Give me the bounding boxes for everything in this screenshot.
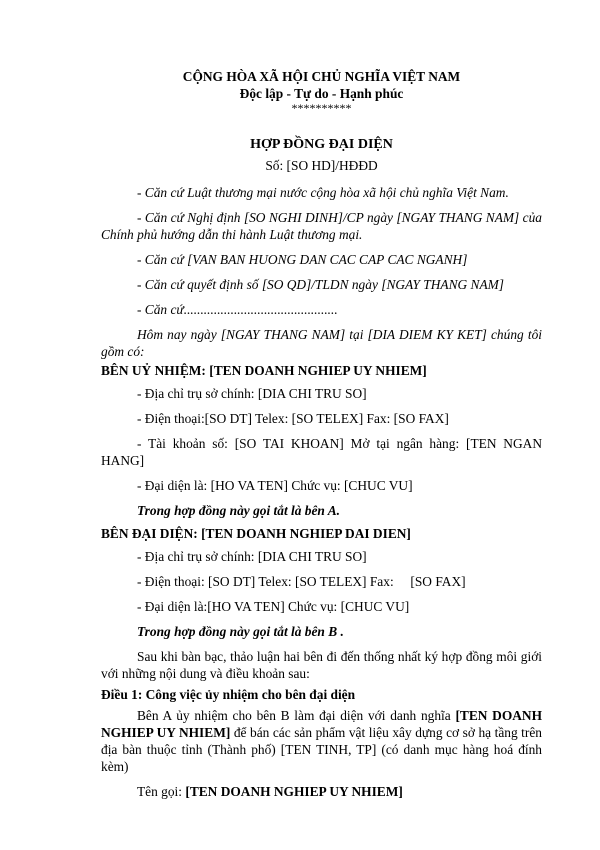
document-title-block [101,136,542,174]
party-b-heading: BÊN ĐẠI DIỆN: [TEN DOANH NGHIEP DAI DIEN] [101,526,411,541]
basis-decree: - Căn cứ Nghị định [SO NGHI DINH]/CP ngày [NGAY THANG NAM] của Chính phủ hướng dẫn thi hành Luật thương mại. [101,210,542,242]
document-number: Số: [SO HD]/HĐĐD [265,158,378,173]
country-name: CỘNG HÒA XÃ HỘI CHỦ NGHĨA VIỆT NAM [182,69,461,84]
party-a-address: - Địa chỉ trụ sở chính: [DIA CHI TRU SO] [137,386,367,401]
article-1-text-start: Bên A ủy nhiệm cho bên B làm đại diện với danh nghĩa [137,708,456,723]
basis-guidance: - Căn cứ [VAN BAN HUONG DAN CAC CAP CAC NGANH] [137,252,468,267]
basis-decision: - Căn cứ quyết định số [SO QD]/TLDN ngày [NGAY THANG NAM] [137,277,505,292]
party-a-representative: - Đại diện là: [HO VA TEN] Chức vụ: [CHUC VU] [137,478,413,493]
basis-other: - Căn cứ.............................................. [137,302,338,317]
document-title: HỢP ĐỒNG ĐẠI DIỆN [250,137,393,152]
party-b-phone: - Điện thoại: [SO DT] Telex: [SO TELEX] Fax: [SO FAX] [137,574,466,589]
name-label: Tên gọi: [137,784,186,799]
party-b-address: - Địa chỉ trụ sở chính: [DIA CHI TRU SO] [137,549,367,564]
party-a-account: - Tài khoản số: [SO TAI KHOAN] Mở tại ngân hàng: [TEN NGAN HANG] [101,436,542,468]
document-header [101,68,542,114]
party-b-alias: Trong hợp đồng này gọi tắt là bên B . [137,624,344,639]
header-divider: ********** [291,101,352,115]
party-a-phone: - Điện thoại:[SO DT] Telex: [SO TELEX] Fax: [SO FAX] [137,411,449,426]
agreement-statement: Sau khi bàn bạc, thảo luận hai bên đi đến thống nhất ký hợp đồng môi giới với những nội dung và điều khoản sau: [101,649,542,681]
article-1-company-name: [TEN DOANH NGHIEP UY NHIEM] [101,708,542,740]
article-1-paragraph [101,707,542,775]
party-a-alias: Trong hợp đồng này gọi tắt là bên A. [137,503,340,518]
article-1-name-line [101,783,542,800]
meeting-statement: Hôm nay ngày [NGAY THANG NAM] tại [DIA DIEM KY KET] chúng tôi gồm có: [101,327,542,359]
party-b-representative: - Đại diện là:[HO VA TEN] Chức vụ: [CHUC VU] [137,599,410,614]
name-value: [TEN DOANH NGHIEP UY NHIEM] [185,784,403,799]
basis-law: - Căn cứ Luật thương mại nước cộng hòa xã hội chủ nghĩa Việt Nam. [137,185,509,200]
article-1-text-end: để bán các sản phẩm vật liệu xây dựng cơ sở hạ tầng trên địa bàn thuộc tỉnh (Thành phố) [TEN TINH, TP] (có danh mục hàng hoá đính kèm) [101,725,543,774]
party-a-heading: BÊN UỶ NHIỆM: [TEN DOANH NGHIEP UY NHIEM] [101,363,427,378]
article-1-heading: Điều 1: Công việc ủy nhiệm cho bên đại diện [101,687,356,702]
national-motto: Độc lập - Tự do - Hạnh phúc [239,86,404,101]
